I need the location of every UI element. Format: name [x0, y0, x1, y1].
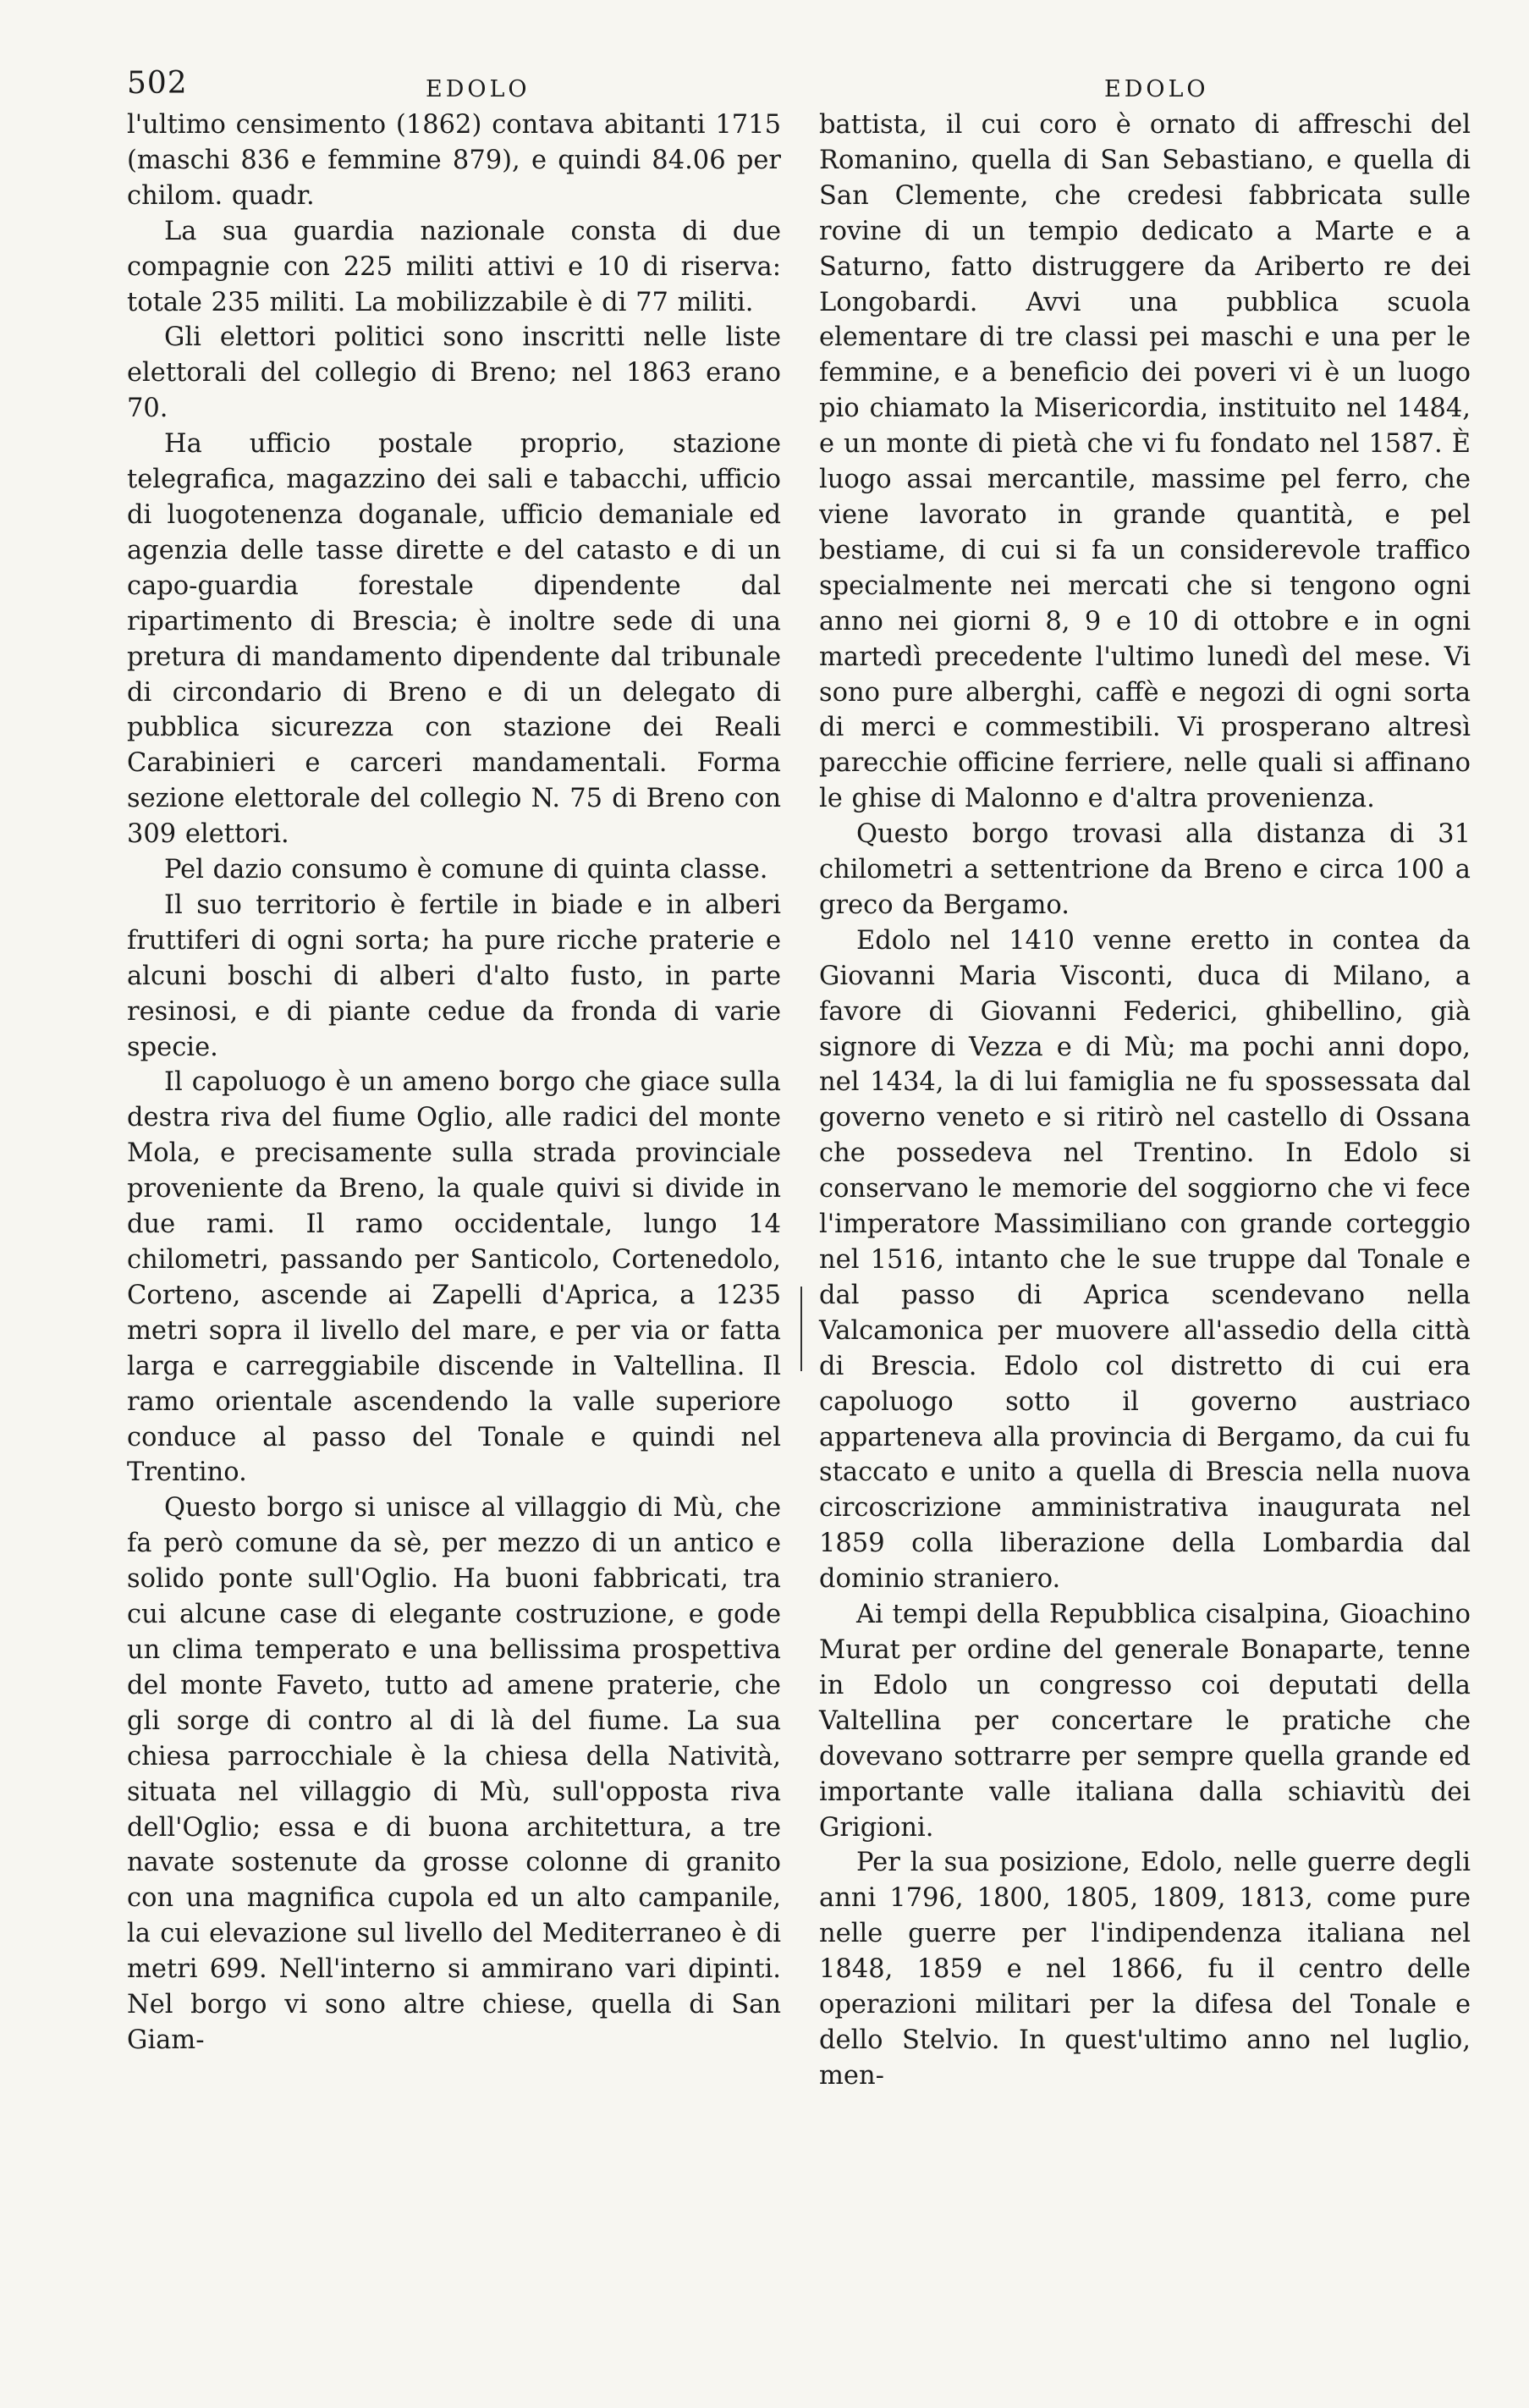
paragraph: l'ultimo censimento (1862) contava abitanti 1715 (maschi 836 e femmine 879), e quindi 84.06 per chilom. quadr. — [127, 110, 781, 211]
paragraph: Gli elettori politici sono inscritti nelle liste elettorali del collegio di Breno; nel 1863 erano 70. — [127, 322, 781, 424]
left-column — [127, 107, 781, 2058]
right-column — [819, 107, 1471, 2094]
paragraph: Pel dazio consumo è comune di quinta classe. — [164, 855, 768, 885]
paragraph: Questo borgo si unisce al villaggio di Mù, che fa però comune da sè, per mezzo di un antico e solido ponte sull'Oglio. Ha buoni fabbricati, tra cui alcune case di elegante costruzione, e gode un clima temperato e una bellissima prospettiva del monte Faveto, tutto ad amene praterie, che gli sorge di contro al di là del fiume. La sua chiesa parrocchiale è la chiesa della Natività, situata nel villaggio di Mù, sull'opposta riva dell'Oglio; essa e di buona architettura, a tre navate sostenute da grosse colonne di granito con una magnifica cupola ed un alto campanile, la cui elevazione sul livello del Mediterraneo è di metri 699. Nell'interno si ammirano vari dipinti. Nel borgo vi sono altre chiese, quella di San Giam- — [127, 1493, 781, 2055]
column-divider — [800, 1287, 802, 1371]
paragraph: Il capoluogo è un ameno borgo che giace sulla destra riva del fiume Oglio, alle radici del monte Mola, e precisamente sulla strada provinciale proveniente da Breno, la quale quivi si divide in due rami. Il ramo occidentale, lungo 14 chilometri, passando per Santicolo, Cortenedolo, Corteno, ascende ai Zapelli d'Aprica, a 1235 metri sopra il livello del mare, e per via or fatta larga e carreggiabile discende in Valtellina. Il ramo orientale ascendendo la valle superiore conduce al passo del Tonale e quindi nel Trentino. — [127, 1067, 781, 1488]
running-head-left: EDOLO — [426, 76, 531, 102]
paragraph: Questo borgo trovasi alla distanza di 31 chilometri a settentrione da Breno e circa 100 a greco da Bergamo. — [819, 819, 1471, 920]
running-head-right: EDOLO — [1104, 76, 1209, 102]
paragraph: Ai tempi della Repubblica cisalpina, Gioachino Murat per ordine del generale Bonaparte, tenne in Edolo un congresso coi deputati della Valtellina per concertare le pratiche che dovevano sottrarre per sempre quella grande ed importante valle italiana dalla schiavitù dei Grigioni. — [819, 1600, 1471, 1843]
paragraph: Per la sua posizione, Edolo, nelle guerre degli anni 1796, 1800, 1805, 1809, 1813, come pure nelle guerre per l'indipendenza italiana nel 1848, 1859 e nel 1866, fu il centro delle operazioni militari per la difesa del Tonale e dello Stelvio. In quest'ultimo anno nel luglio, men- — [819, 1848, 1471, 2091]
page-number: 502 — [127, 66, 188, 101]
paragraph: battista, il cui coro è ornato di affreschi del Romanino, quella di San Sebastiano, e quella di San Clemente, che credesi fabbricata sulle rovine di un tempio dedicato a Marte e a Saturno, fatto distruggere da Ariberto re dei Longobardi. Avvi una pubblica scuola elementare di tre classi pei maschi e una per le femmine, e a beneficio dei poveri vi è un luogo pio chiamato la Misericordia, instituito nel 1484, e un monte di pietà che vi fu fondato nel 1587. È luogo assai mercantile, massime pel ferro, che viene lavorato in grande quantità, e pel bestiame, di cui si fa un considerevole traffico specialmente nei mercati che si tengono ogni anno nei giorni 8, 9 e 10 di ottobre e in ogni martedì precedente l'ultimo lunedì del mese. Vi sono pure alberghi, caffè e negozi di ogni sorta di merci e commestibili. Vi prosperano altresì parecchie officine ferriere, nelle quali si affinano le ghise di Malonno e d'altra provenienza. — [819, 110, 1471, 814]
paragraph: Edolo nel 1410 venne eretto in contea da Giovanni Maria Visconti, duca di Milano, a favore di Giovanni Federici, ghibellino, già signore di Vezza e di Mù; ma pochi anni dopo, nel 1434, la di lui famiglia ne fu spossessata dal governo veneto e si ritirò nel castello di Ossana che possedeva nel Trentino. In Edolo si conservano le memorie del soggiorno che vi fece l'imperatore Massimiliano con grande corteggio nel 1516, intanto che le sue truppe dal Tonale e dal passo di Aprica scendevano nella Valcamonica per muovere all'assedio della città di Brescia. Edolo col distretto di cui era capoluogo sotto il governo austriaco apparteneva alla provincia di Bergamo, da cui fu staccato e unito a quella di Brescia nella nuova circoscrizione amministrativa inaugurata nel 1859 colla liberazione della Lombardia dal dominio straniero. — [819, 925, 1471, 1595]
paragraph: Il suo territorio è fertile in biade e in alberi fruttiferi di ogni sorta; ha pure ricche praterie e alcuni boschi di alberi d'alto fusto, in parte resinosi, e di piante cedue da fronda di varie specie. — [127, 890, 781, 1062]
paragraph: La sua guardia nazionale consta di due compagnie con 225 militi attivi e 10 di riserva: totale 235 militi. La mobilizzabile è di 77 militi. — [127, 216, 781, 317]
paragraph: Ha ufficio postale proprio, stazione telegrafica, magazzino dei sali e tabacchi, ufficio di luogotenenza doganale, ufficio demaniale ed agenzia delle tasse dirette e del catasto e di un capo-guardia forestale dipendente dal ripartimento di Brescia; è inoltre sede di una pretura di mandamento dipendente dal tribunale di circondario di Breno e di un delegato di pubblica sicurezza con stazione dei Reali Carabinieri e carceri mandamentali. Forma sezione elettorale del collegio N. 75 di Breno con 309 elettori. — [127, 429, 781, 850]
